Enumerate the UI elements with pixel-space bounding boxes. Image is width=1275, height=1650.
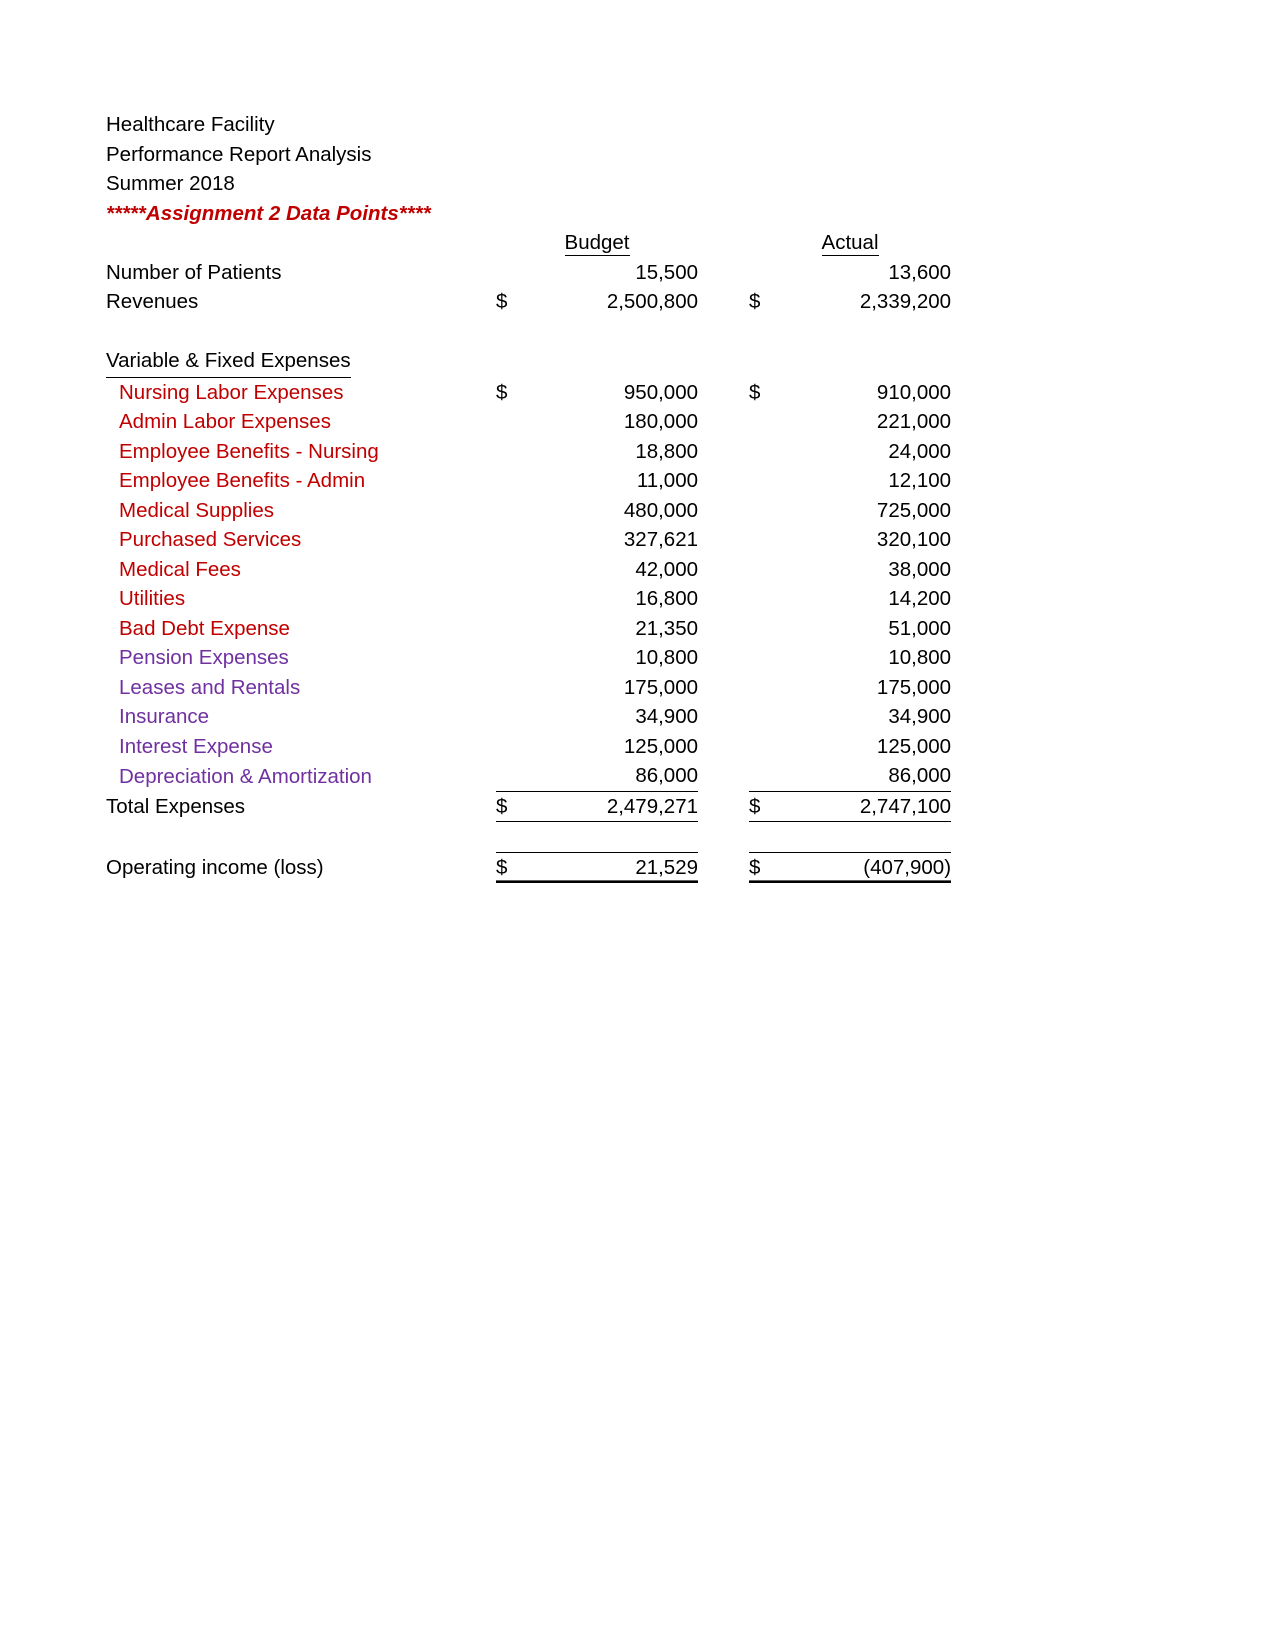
row-label-number-of-patients: Number of Patients xyxy=(106,260,282,284)
row-actual-symbol xyxy=(749,407,791,437)
section-heading-row xyxy=(106,346,951,378)
row-budget-value-medical-fees: 42,000 xyxy=(635,557,699,581)
row-gap xyxy=(698,466,749,496)
title-line-report: Performance Report Analysis xyxy=(106,142,372,166)
row-budget-value-purchased-services: 327,621 xyxy=(623,528,699,551)
row-budget-symbol xyxy=(496,761,538,791)
spacer-row xyxy=(106,317,951,347)
spacer-cell xyxy=(791,822,951,853)
row-actual-value-medical-fees: 38,000 xyxy=(888,557,952,581)
row-gap xyxy=(698,732,749,762)
row-gap xyxy=(698,761,749,791)
row-gap xyxy=(698,555,749,585)
operating-income-row xyxy=(106,852,951,883)
spacer-cell xyxy=(698,822,749,853)
table-row xyxy=(106,732,951,762)
spacer-cell xyxy=(698,317,749,347)
row-budget-value-depreciation-amortization: 86,000 xyxy=(635,764,699,787)
row-label-depreciation-amortization: Depreciation & Amortization xyxy=(119,764,372,788)
header-budget-label: Budget xyxy=(564,231,630,254)
row-actual-symbol xyxy=(749,673,791,703)
row-budget-symbol xyxy=(496,584,538,614)
row-budget-symbol xyxy=(496,525,538,555)
row-label-revenues: Revenues xyxy=(106,290,199,313)
row-actual-symbol xyxy=(749,466,791,496)
row-gap xyxy=(698,496,749,526)
row-actual-value-employee-benefits-nursing: 24,000 xyxy=(888,439,952,463)
table-row xyxy=(106,702,951,732)
row-label-employee-benefits-nursing: Employee Benefits - Nursing xyxy=(119,439,379,463)
row-gap xyxy=(698,407,749,437)
row-budget-value-revenues: 2,500,800 xyxy=(606,290,699,313)
row-actual-symbol xyxy=(749,643,791,673)
row-budget-symbol xyxy=(496,407,538,437)
section-heading-cell xyxy=(106,346,496,378)
row-actual-value-admin-labor-expenses: 221,000 xyxy=(876,410,952,433)
spacer-cell xyxy=(791,317,951,347)
header-actual-cell xyxy=(749,228,951,258)
row-gap xyxy=(698,673,749,703)
row-budget-symbol: $ xyxy=(496,290,508,313)
row-budget-symbol xyxy=(496,437,538,467)
row-budget-value-interest-expense: 125,000 xyxy=(623,734,699,758)
row-label-insurance: Insurance xyxy=(119,705,210,728)
row-actual-symbol xyxy=(749,258,791,288)
row-actual-symbol xyxy=(749,437,791,467)
section-heading-spacer xyxy=(791,346,951,378)
row-budget-value-employee-benefits-nursing: 18,800 xyxy=(635,439,699,463)
row-gap xyxy=(698,643,749,673)
row-budget-value-bad-debt-expense: 21,350 xyxy=(635,616,699,640)
row-budget-value-nursing-labor-expenses: 950,000 xyxy=(623,380,699,404)
title-line-facility: Healthcare Facility xyxy=(106,113,275,136)
row-actual-symbol xyxy=(749,614,791,644)
section-heading-spacer xyxy=(698,346,749,378)
row-budget-value-pension-expenses: 10,800 xyxy=(635,646,699,669)
row-budget-value-utilities: 16,800 xyxy=(635,587,699,610)
row-label-admin-labor-expenses: Admin Labor Expenses xyxy=(119,410,331,433)
header-budget-cell xyxy=(496,228,698,258)
row-actual-value-pension-expenses: 10,800 xyxy=(888,646,952,669)
operating-income-gap xyxy=(698,852,749,883)
row-label-operating-income: Operating income (loss) xyxy=(106,856,324,879)
row-budget-symbol xyxy=(496,643,538,673)
row-budget-symbol xyxy=(496,614,538,644)
document-title-block xyxy=(106,110,806,228)
row-label-leases-and-rentals: Leases and Rentals xyxy=(119,675,301,699)
header-actual-label: Actual xyxy=(821,231,879,254)
row-label-medical-fees: Medical Fees xyxy=(119,557,241,581)
section-heading-spacer xyxy=(749,346,791,378)
row-budget-symbol xyxy=(496,555,538,585)
total-expenses-row xyxy=(106,791,951,822)
total-actual-value: 2,747,100 xyxy=(791,791,951,822)
table-row xyxy=(106,437,951,467)
row-actual-symbol xyxy=(749,555,791,585)
spacer-cell xyxy=(538,317,698,347)
row-actual-value-nursing-labor-expenses: 910,000 xyxy=(876,380,952,404)
row-budget-value-leases-and-rentals: 175,000 xyxy=(623,675,699,699)
table-row xyxy=(106,378,951,408)
row-actual-value-insurance: 34,900 xyxy=(888,705,952,728)
spacer-cell xyxy=(538,822,698,853)
row-actual-symbol: $ xyxy=(749,380,761,404)
table-row xyxy=(106,496,951,526)
spacer-cell xyxy=(749,822,791,853)
total-gap xyxy=(698,791,749,822)
operating-income-budget-symbol: $ xyxy=(496,852,538,883)
row-gap xyxy=(698,584,749,614)
row-actual-value-depreciation-amortization: 86,000 xyxy=(888,764,952,787)
table-row xyxy=(106,466,951,496)
table-header-row xyxy=(106,228,951,258)
total-budget-value: 2,479,271 xyxy=(538,791,698,822)
row-actual-value-bad-debt-expense: 51,000 xyxy=(888,616,952,640)
row-budget-symbol xyxy=(496,702,538,732)
row-actual-value-interest-expense: 125,000 xyxy=(876,734,952,758)
spacer-row xyxy=(106,822,951,853)
section-heading-spacer xyxy=(496,346,538,378)
row-budget-symbol xyxy=(496,466,538,496)
total-actual-symbol: $ xyxy=(749,791,791,822)
spacer-cell xyxy=(496,822,538,853)
total-budget-symbol: $ xyxy=(496,791,538,822)
row-actual-symbol xyxy=(749,496,791,526)
row-gap xyxy=(698,378,749,408)
title-line-term: Summer 2018 xyxy=(106,172,235,195)
row-budget-value-number-of-patients: 15,500 xyxy=(635,260,699,284)
header-gap-cell xyxy=(698,228,749,258)
spacer-cell xyxy=(749,317,791,347)
row-gap xyxy=(698,437,749,467)
row-budget-value-medical-supplies: 480,000 xyxy=(623,498,699,522)
row-actual-value-leases-and-rentals: 175,000 xyxy=(876,675,952,699)
table-row xyxy=(106,761,951,791)
row-actual-symbol xyxy=(749,702,791,732)
row-label-bad-debt-expense: Bad Debt Expense xyxy=(119,616,290,640)
header-label-cell xyxy=(106,228,496,258)
row-actual-value-employee-benefits-admin: 12,100 xyxy=(888,469,952,492)
row-label-utilities: Utilities xyxy=(119,587,186,610)
operating-income-actual-value: (407,900) xyxy=(791,852,951,883)
table-row xyxy=(106,673,951,703)
row-label-pension-expenses: Pension Expenses xyxy=(119,646,289,669)
row-actual-symbol xyxy=(749,584,791,614)
table-row xyxy=(106,555,951,585)
section-heading-spacer xyxy=(538,346,698,378)
section-heading-label: Variable & Fixed Expenses xyxy=(106,346,351,378)
row-budget-symbol xyxy=(496,732,538,762)
row-budget-symbol: $ xyxy=(496,380,508,404)
row-budget-value-insurance: 34,900 xyxy=(635,705,699,728)
table-row xyxy=(106,584,951,614)
row-budget-symbol xyxy=(496,258,538,288)
row-gap xyxy=(698,258,749,288)
row-actual-symbol: $ xyxy=(749,290,761,313)
row-gap xyxy=(698,702,749,732)
row-budget-symbol xyxy=(496,673,538,703)
row-actual-symbol xyxy=(749,761,791,791)
row-actual-symbol xyxy=(749,525,791,555)
spacer-cell xyxy=(496,317,538,347)
row-budget-value-admin-labor-expenses: 180,000 xyxy=(623,410,699,433)
row-actual-value-purchased-services: 320,100 xyxy=(876,528,952,551)
table-row xyxy=(106,258,951,288)
table-row xyxy=(106,643,951,673)
table-row xyxy=(106,287,951,317)
row-label-total-expenses: Total Expenses xyxy=(106,795,246,818)
row-label-interest-expense: Interest Expense xyxy=(119,734,273,758)
row-gap xyxy=(698,287,749,317)
row-gap xyxy=(698,525,749,555)
row-actual-symbol xyxy=(749,732,791,762)
row-actual-value-revenues: 2,339,200 xyxy=(859,290,952,313)
table-row xyxy=(106,525,951,555)
operating-income-budget-value: 21,529 xyxy=(538,852,698,883)
operating-income-actual-symbol: $ xyxy=(749,852,791,883)
row-actual-value-medical-supplies: 725,000 xyxy=(876,498,952,522)
row-label-nursing-labor-expenses: Nursing Labor Expenses xyxy=(119,380,344,404)
spacer-cell xyxy=(106,317,496,347)
row-label-purchased-services: Purchased Services xyxy=(119,528,302,551)
spacer-cell xyxy=(106,822,496,853)
table-row xyxy=(106,614,951,644)
row-label-employee-benefits-admin: Employee Benefits - Admin xyxy=(119,469,366,492)
table-row xyxy=(106,407,951,437)
row-gap xyxy=(698,614,749,644)
row-actual-value-number-of-patients: 13,600 xyxy=(888,260,952,284)
assignment-note: *****Assignment 2 Data Points**** xyxy=(106,201,431,225)
row-budget-symbol xyxy=(496,496,538,526)
performance-report-table xyxy=(106,228,951,883)
row-actual-value-utilities: 14,200 xyxy=(888,587,952,610)
row-label-medical-supplies: Medical Supplies xyxy=(119,498,274,522)
row-budget-value-employee-benefits-admin: 11,000 xyxy=(636,469,699,492)
